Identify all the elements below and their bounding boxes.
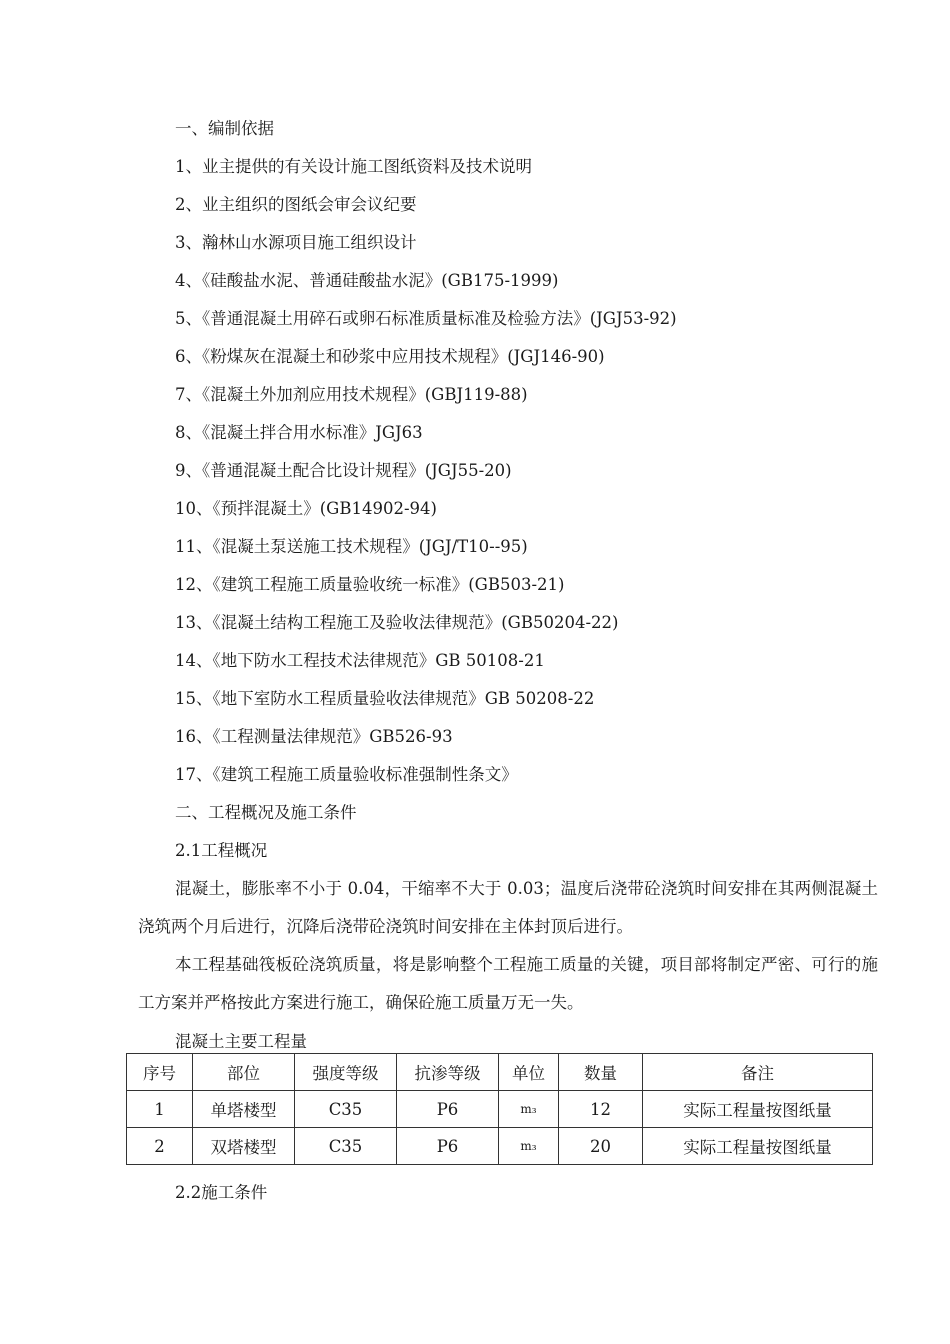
header-quantity: 数量 — [559, 1054, 643, 1091]
cell-strength-grade: C35 — [295, 1091, 397, 1128]
table-caption: 混凝土主要工程量 — [175, 1032, 307, 1051]
quantity-table — [126, 1053, 873, 1165]
cell-strength-grade: C35 — [295, 1128, 397, 1165]
basis-item: 14、《地下防水工程技术法律规范》GB 50108-21 — [175, 651, 545, 670]
cell-remarks: 实际工程量按图纸量 — [643, 1091, 873, 1128]
cell-quantity: 12 — [559, 1091, 643, 1128]
cell-index: 1 — [127, 1091, 193, 1128]
table-header-row — [127, 1054, 873, 1091]
header-unit: 单位 — [499, 1054, 559, 1091]
header-index: 序号 — [127, 1054, 193, 1091]
section-heading-overview: 二、工程概况及施工条件 — [175, 803, 357, 822]
basis-item: 3、瀚林山水源项目施工组织设计 — [175, 233, 417, 252]
cell-unit: m₃ — [499, 1091, 559, 1128]
basis-item: 7、《混凝土外加剂应用技术规程》(GBJ119-88) — [175, 385, 528, 404]
cell-location: 双塔楼型 — [193, 1128, 295, 1165]
subsection-heading-overview: 2.1工程概况 — [175, 841, 268, 860]
cell-index: 2 — [127, 1128, 193, 1165]
header-impermeability-grade: 抗渗等级 — [397, 1054, 499, 1091]
quality-paragraph: 本工程基础筏板砼浇筑质量，将是影响整个工程施工质量的关键，项目部将制定严密、可行的施工方案并严格按此方案进行施工，确保砼施工质量万无一失。 — [138, 955, 878, 1012]
cell-unit: m₃ — [499, 1128, 559, 1165]
basis-item: 8、《混凝土拌合用水标准》JGJ63 — [175, 423, 423, 442]
basis-item: 10、《预拌混凝土》(GB14902-94) — [175, 499, 437, 518]
subsection-heading-conditions: 2.2施工条件 — [175, 1183, 268, 1202]
header-strength-grade: 强度等级 — [295, 1054, 397, 1091]
cell-remarks: 实际工程量按图纸量 — [643, 1128, 873, 1165]
basis-item: 5、《普通混凝土用碎石或卵石标准质量标准及检验方法》(JGJ53-92) — [175, 309, 677, 328]
basis-item: 12、《建筑工程施工质量验收统一标准》(GB503-21) — [175, 575, 565, 594]
cell-impermeability-grade: P6 — [397, 1128, 499, 1165]
basis-item: 9、《普通混凝土配合比设计规程》(JGJ55-20) — [175, 461, 512, 480]
header-remarks: 备注 — [643, 1054, 873, 1091]
section-heading-basis: 一、编制依据 — [175, 119, 274, 138]
cell-quantity: 20 — [559, 1128, 643, 1165]
basis-item: 2、业主组织的图纸会审会议纪要 — [175, 195, 417, 214]
basis-item: 16、《工程测量法律规范》GB526-93 — [175, 727, 453, 746]
basis-item: 13、《混凝土结构工程施工及验收法律规范》(GB50204-22) — [175, 613, 619, 632]
header-location: 部位 — [193, 1054, 295, 1091]
cell-impermeability-grade: P6 — [397, 1091, 499, 1128]
table-row — [127, 1128, 873, 1165]
basis-item: 17、《建筑工程施工质量验收标准强制性条文》 — [175, 765, 518, 784]
basis-item: 4、《硅酸盐水泥、普通硅酸盐水泥》(GB175-1999) — [175, 271, 559, 290]
basis-item: 6、《粉煤灰在混凝土和砂浆中应用技术规程》(JGJ146-90) — [175, 347, 605, 366]
basis-item: 15、《地下室防水工程质量验收法律规范》GB 50208-22 — [175, 689, 595, 708]
table-row — [127, 1091, 873, 1128]
cell-location: 单塔楼型 — [193, 1091, 295, 1128]
basis-item: 11、《混凝土泵送施工技术规程》(JGJ/T10--95) — [175, 537, 528, 556]
overview-paragraph: 混凝土，膨胀率不小于 0.04，干缩率不大于 0.03；温度后浇带砼浇筑时间安排在其两侧混凝土浇筑两个月后进行，沉降后浇带砼浇筑时间安排在主体封顶后进行。 — [138, 879, 878, 936]
basis-item: 1、业主提供的有关设计施工图纸资料及技术说明 — [175, 157, 532, 176]
